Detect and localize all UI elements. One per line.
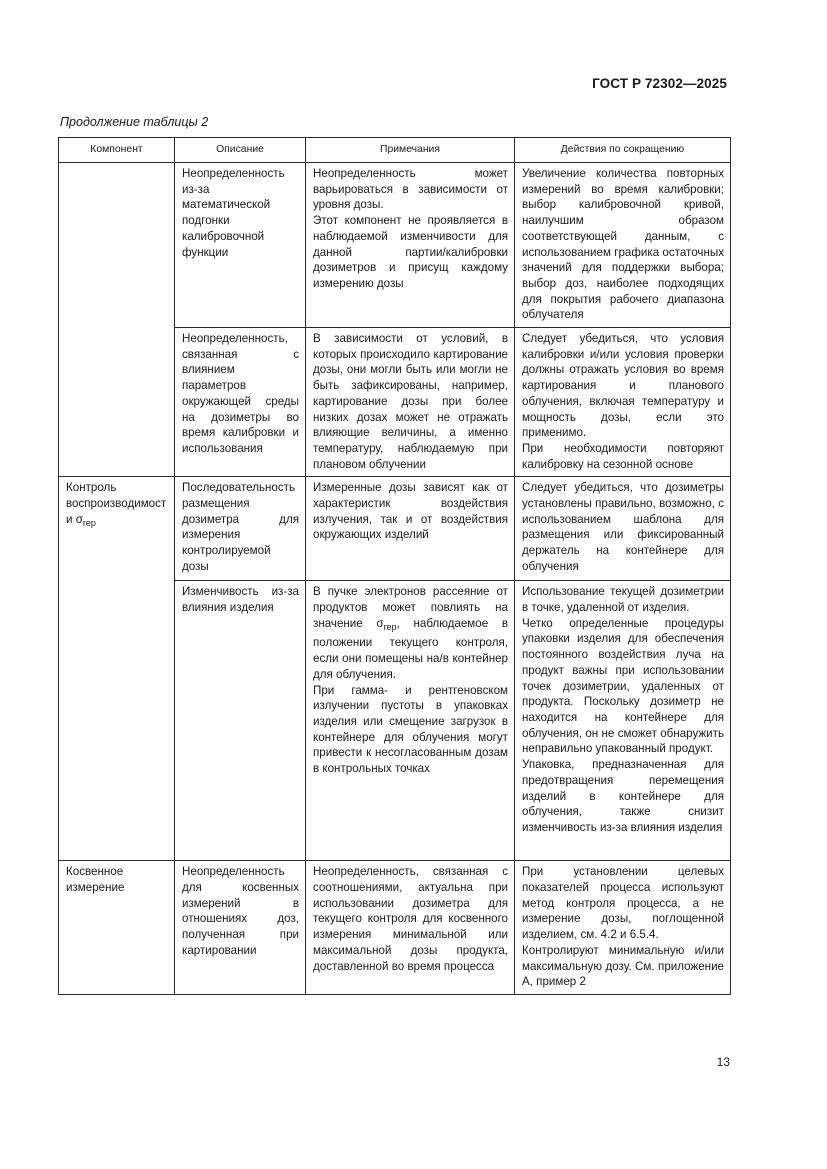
notes-cell: Измеренные дозы зависят как от характеристик воздействия излучения, так и от воздействия окружающих изделий bbox=[306, 477, 515, 581]
table-header-row bbox=[59, 138, 731, 163]
notes-cell: В пучке электронов рассеяние от продуктов может повлиять на значение $\sigma_{rep}$, наблюдаемое в положении текущего контроля, если они помещены на/в контейнер для облучения. При гамма- и рентгеновском излучении пустоты в упаковках изделия или смещение загрузок в контейнере для облучения могут привести к несогласованным дозам в контрольных точках bbox=[306, 581, 515, 861]
actions-cell: При установлении целевых показателей процесса используют метод контроля процесса, а не измерение дозы, поглощенной изделием, см. 4.2 и 6.5.4. Контролируют минимальную и/или максимальную дозу. См. приложение А, пример 2 bbox=[515, 861, 731, 995]
component-cell bbox=[59, 163, 175, 477]
component-cell: Контроль воспроизводимости $\sigma_{rep}$ bbox=[59, 477, 175, 861]
table-row bbox=[59, 163, 731, 328]
description-cell: Изменчивость из-за влияния изделия bbox=[175, 581, 306, 861]
component-cell: Косвенное измерение bbox=[59, 861, 175, 995]
description-cell: Неопределенность, связанная с влиянием параметров окружающей среды на дозиметры во время калибровки и использования bbox=[175, 328, 306, 477]
table-row bbox=[59, 477, 731, 581]
notes-cell: Неопределенность может варьироваться в зависимости от уровня дозы. Этот компонент не проявляется в наблюдаемой изменчивости для данной партии/калибровки дозиметров и присущ каждому измерению дозы bbox=[306, 163, 515, 328]
description-cell: Неопределенность из-за математической подгонки калибровочной функции bbox=[175, 163, 306, 328]
column-header-actions: Действия по сокращению bbox=[515, 138, 731, 163]
actions-cell: Следует убедиться, что дозиметры установлены правильно, возможно, с использованием шаблона для размещения или фиксированный держатель на контейнере для облучения bbox=[515, 477, 731, 581]
table-row bbox=[59, 861, 731, 995]
description-cell: Неопределенность для косвенных измерений в отношениях доз, полученная при картировании bbox=[175, 861, 306, 995]
subscript-rep: rep bbox=[383, 621, 397, 632]
description-cell: Последовательность размещения дозиметра для измерения контролируемой дозы bbox=[175, 477, 306, 581]
notes-cell: В зависимости от условий, в которых происходило картирование дозы, они могли быть или могли не быть зафиксированы, например, картирование дозы при более низких дозах может не отражать влияющие величины, а именно температуру, наблюдаемую при плановом облучении bbox=[306, 328, 515, 477]
notes-cell: Неопределенность, связанная с соотношениями, актуальна при использовании дозиметра для текущего контроля для косвенного измерения минимальной или максимальной дозы продукта, доставленной во время процесса bbox=[306, 861, 515, 995]
column-header-description: Описание bbox=[175, 138, 306, 163]
actions-cell: Следует убедиться, что условия калибровки и/или условия проверки должны отражать условия во время картирования и планового облучения, включая температуру и мощность дозы, если это применимо. При необходимости повторяют калибровку на сезонной основе bbox=[515, 328, 731, 477]
requirements-table bbox=[58, 137, 731, 995]
page-number: 13 bbox=[716, 1055, 730, 1069]
subscript-rep: rep bbox=[82, 517, 96, 528]
column-header-notes: Примечания bbox=[306, 138, 515, 163]
table-caption: Продолжение таблицы 2 bbox=[60, 115, 209, 129]
actions-cell: Увеличение количества повторных измерений во время калибровки; выбор калибровочной кривой, наилучшим образом соответствующей данным, с использованием графика остаточных значений для поддержки выбора; выбор доз, наиболее подходящих для покрытия рабочего диапазона облучателя bbox=[515, 163, 731, 328]
column-header-component: Компонент bbox=[59, 138, 175, 163]
actions-cell: Использование текущей дозиметрии в точке, удаленной от изделия. Четко определенные процедуры упаковки изделия для обеспечения постоянного воздействия луча на продукт важны при использовании точек дозиметрии, удаленных от продукта. Поскольку дозиметр не находится на контейнере для облучения, он не сможет обнаружить неправильно упакованный продукт. Упаковка, предназначенная для предотвращения перемещения изделий в контейнере для облучения, также снизит изменчивость из-за влияния изделия bbox=[515, 581, 731, 861]
document-code: ГОСТ Р 72302—2025 bbox=[592, 76, 727, 91]
